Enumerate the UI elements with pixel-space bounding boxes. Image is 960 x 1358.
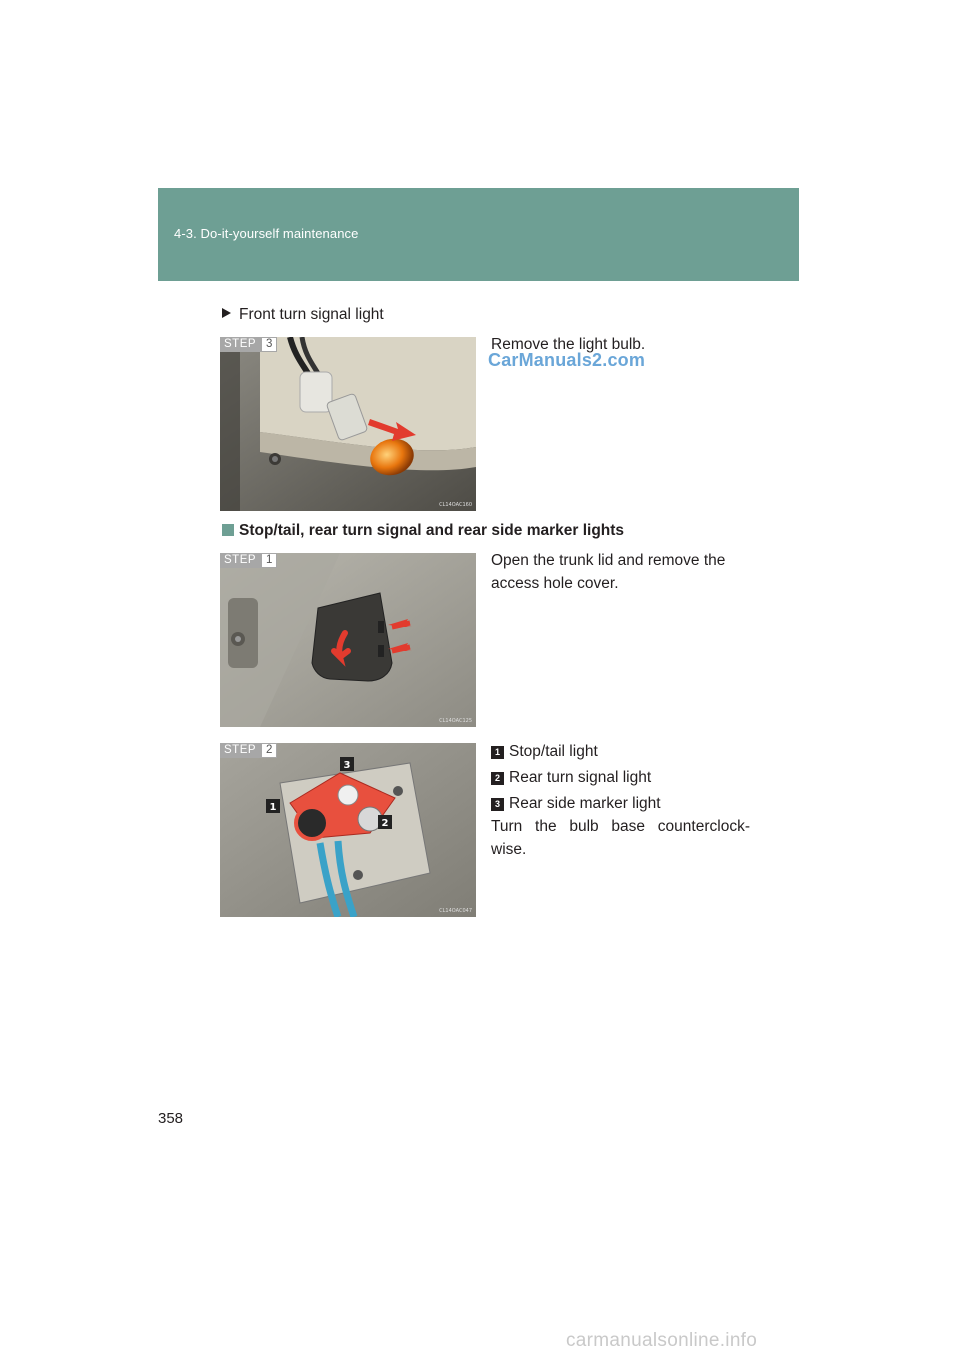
rear-section-heading	[222, 522, 624, 540]
square-bullet-icon	[222, 524, 234, 536]
rear-section-title: Stop/tail, rear turn signal and rear side marker lights	[239, 522, 625, 539]
step2-instruction: Turn the bulb base counterclock-wise.	[491, 818, 750, 858]
item-label: Stop/tail light	[509, 743, 598, 760]
section-header	[158, 188, 799, 281]
step2-badge	[220, 743, 277, 758]
number-badge: 2	[491, 772, 504, 785]
svg-text:3: 3	[343, 760, 351, 771]
step-label: STEP	[220, 553, 261, 568]
triangle-bullet-icon	[222, 308, 231, 318]
light-list	[491, 739, 753, 817]
image-code: CL14OAC125	[439, 718, 472, 724]
step-number: 1	[261, 553, 277, 568]
bulb-sockets-illustration	[220, 743, 476, 917]
number-badge: 1	[491, 746, 504, 759]
page-number: 358	[158, 1110, 184, 1127]
list-item	[491, 791, 753, 817]
image-code: CL14OAC160	[439, 502, 472, 508]
step3-photo	[220, 337, 476, 511]
number-badge: 3	[491, 798, 504, 811]
step-number: 2	[261, 743, 277, 758]
bulb-removal-illustration	[220, 337, 476, 511]
front-turn-heading	[222, 306, 384, 324]
svg-text:1: 1	[269, 802, 277, 813]
step1-badge	[220, 553, 277, 568]
list-item	[491, 739, 753, 765]
footer-watermark[interactable]: carmanualsonline.info	[566, 1330, 758, 1351]
step-label: STEP	[220, 337, 261, 352]
front-turn-title: Front turn signal light	[239, 306, 384, 323]
step-label: STEP	[220, 743, 261, 758]
svg-text:2: 2	[381, 818, 389, 829]
step1-instruction: Open the trunk lid and remove the access hole cover.	[491, 552, 726, 592]
list-item	[491, 765, 753, 791]
watermark[interactable]: CarManuals2.com	[488, 350, 646, 370]
step-number: 3	[261, 337, 277, 352]
item-label: Rear side marker light	[509, 795, 661, 812]
item-label: Rear turn signal light	[509, 769, 652, 786]
step3-instruction: Remove the light bulb.	[491, 336, 646, 353]
step3-badge	[220, 337, 277, 352]
step1-photo	[220, 553, 476, 727]
image-code: CL14OAC047	[439, 908, 472, 914]
section-title: 4-3. Do-it-yourself maintenance	[174, 226, 359, 241]
access-cover-illustration	[220, 553, 476, 727]
step2-photo	[220, 743, 476, 917]
